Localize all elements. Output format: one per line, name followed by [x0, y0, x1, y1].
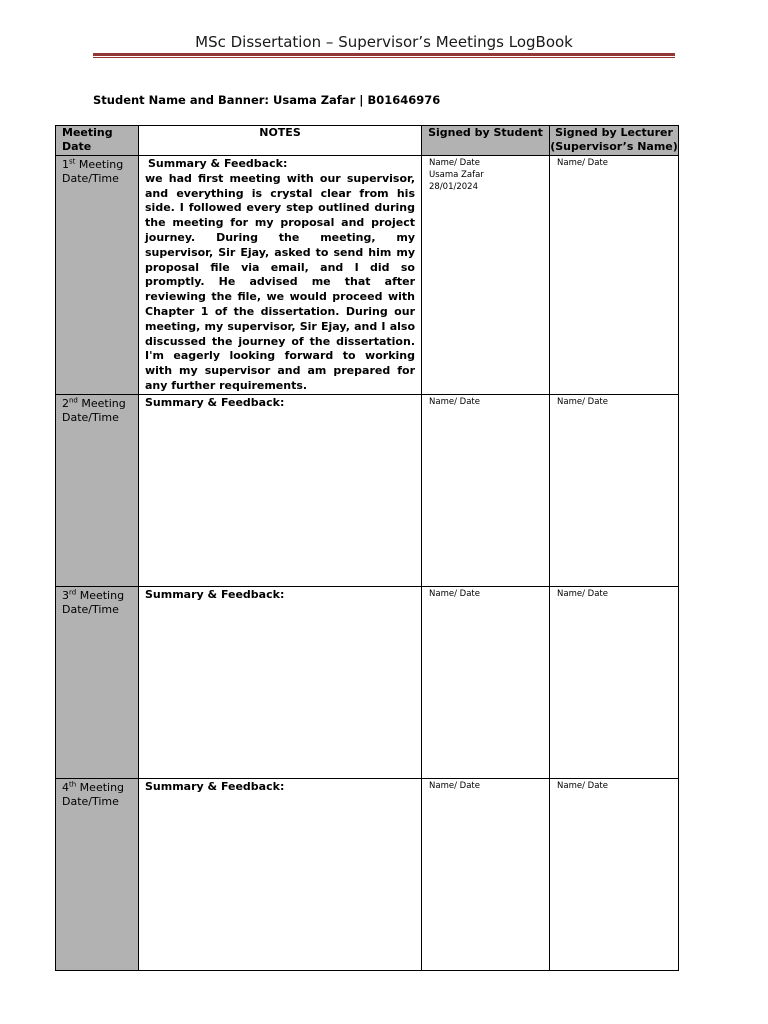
header-meeting-date: [56, 126, 139, 156]
lecturer-signature-cell[interactable]: [550, 778, 679, 970]
lecturer-signature-label: Name/ Date: [557, 780, 608, 791]
header-rule: [93, 53, 675, 56]
student-signature-label: Name/ Date: [429, 396, 480, 407]
summary-feedback-heading: Summary & Feedback:: [145, 779, 285, 793]
header-signed-by-lecturer: [550, 126, 679, 156]
student-signature-label: Name/ Date: [429, 588, 480, 599]
document-title: MSc Dissertation – Supervisor’s Meetings LogBook: [195, 33, 573, 51]
header-signed-by-student: Signed by Student: [422, 126, 550, 156]
header-meeting-date-line1: Meeting: [62, 126, 113, 139]
header-notes: NOTES: [139, 126, 422, 156]
lecturer-signature-cell[interactable]: [550, 394, 679, 586]
student-signature-cell[interactable]: [422, 778, 550, 970]
meeting-ordinal-suffix: rd: [69, 588, 77, 597]
meeting-label: Meeting: [77, 396, 126, 410]
meeting-notes-cell[interactable]: [139, 778, 422, 970]
meeting-notes-cell[interactable]: [139, 156, 422, 395]
table-header-row: [56, 126, 679, 156]
meeting-date-cell: [56, 586, 139, 778]
summary-feedback-heading: Summary & Feedback:: [145, 395, 285, 409]
meeting-datetime-label: Date/Time: [62, 410, 119, 424]
header-meeting-date-line2: Date: [62, 140, 92, 153]
header-rule-thin: [93, 57, 675, 58]
meeting-number: 4: [62, 780, 69, 794]
lecturer-signature-label: Name/ Date: [557, 588, 608, 599]
summary-feedback-heading: Summary & Feedback:: [145, 587, 285, 601]
meeting-date-cell: [56, 394, 139, 586]
lecturer-signature-cell[interactable]: [550, 156, 679, 395]
student-signature-name: Usama Zafar: [429, 170, 484, 180]
meeting-notes-cell[interactable]: [139, 586, 422, 778]
meetings-log-table: [55, 125, 679, 971]
meeting-row-1: [56, 156, 679, 395]
summary-feedback-text: we had first meeting with our supervisor, and everything is crystal clear from his side. I followed every step outlined during the meeting for my proposal and project journey. During the meeting, my supervisor, Sir Ejay, asked to send him my proposal file via email, and I did so promptly. He advised me that after reviewing the file, we would proceed with Chapter 1 of the dissertation. During our meeting, my supervisor, Sir Ejay, and I also discussed the journey of the dissertation. I'm eagerly looking forward to working with my supervisor and am prepared for any further requirements.: [145, 171, 415, 392]
meeting-row-4: [56, 778, 679, 970]
meeting-datetime-label: Date/Time: [62, 602, 119, 616]
meeting-number: 3: [62, 588, 69, 602]
meeting-label: Meeting: [75, 158, 124, 171]
student-name-banner: Student Name and Banner: Usama Zafar | B01646976: [93, 93, 441, 107]
lecturer-signature-cell[interactable]: [550, 586, 679, 778]
header-signed-by-lecturer-line1: Signed by Lecturer: [555, 126, 673, 139]
lecturer-signature-label: Name/ Date: [557, 158, 608, 168]
meeting-notes-cell[interactable]: [139, 394, 422, 586]
meeting-number: 1: [62, 158, 69, 171]
meeting-label: Meeting: [76, 588, 125, 602]
meeting-datetime-label: Date/Time: [62, 794, 119, 808]
lecturer-signature-label: Name/ Date: [557, 396, 608, 407]
meeting-date-cell: [56, 156, 139, 395]
student-signature-label: Name/ Date: [429, 780, 480, 791]
meeting-date-cell: [56, 778, 139, 970]
meeting-ordinal-suffix: nd: [69, 396, 78, 405]
header-signed-by-lecturer-line2: (Supervisor’s Name): [550, 140, 678, 153]
meeting-label: Meeting: [76, 780, 125, 794]
meeting-ordinal-suffix: st: [69, 157, 76, 166]
student-signature-label: Name/ Date: [429, 158, 480, 168]
meeting-datetime-label: Date/Time: [62, 172, 119, 185]
meeting-row-3: [56, 586, 679, 778]
student-signature-date: 28/01/2024: [429, 182, 478, 192]
student-signature-cell[interactable]: [422, 586, 550, 778]
meeting-ordinal-suffix: th: [69, 780, 77, 789]
meeting-number: 2: [62, 396, 69, 410]
meeting-row-2: [56, 394, 679, 586]
summary-feedback-heading: Summary & Feedback:: [148, 157, 288, 170]
student-signature-cell[interactable]: [422, 156, 550, 395]
student-signature-cell[interactable]: [422, 394, 550, 586]
